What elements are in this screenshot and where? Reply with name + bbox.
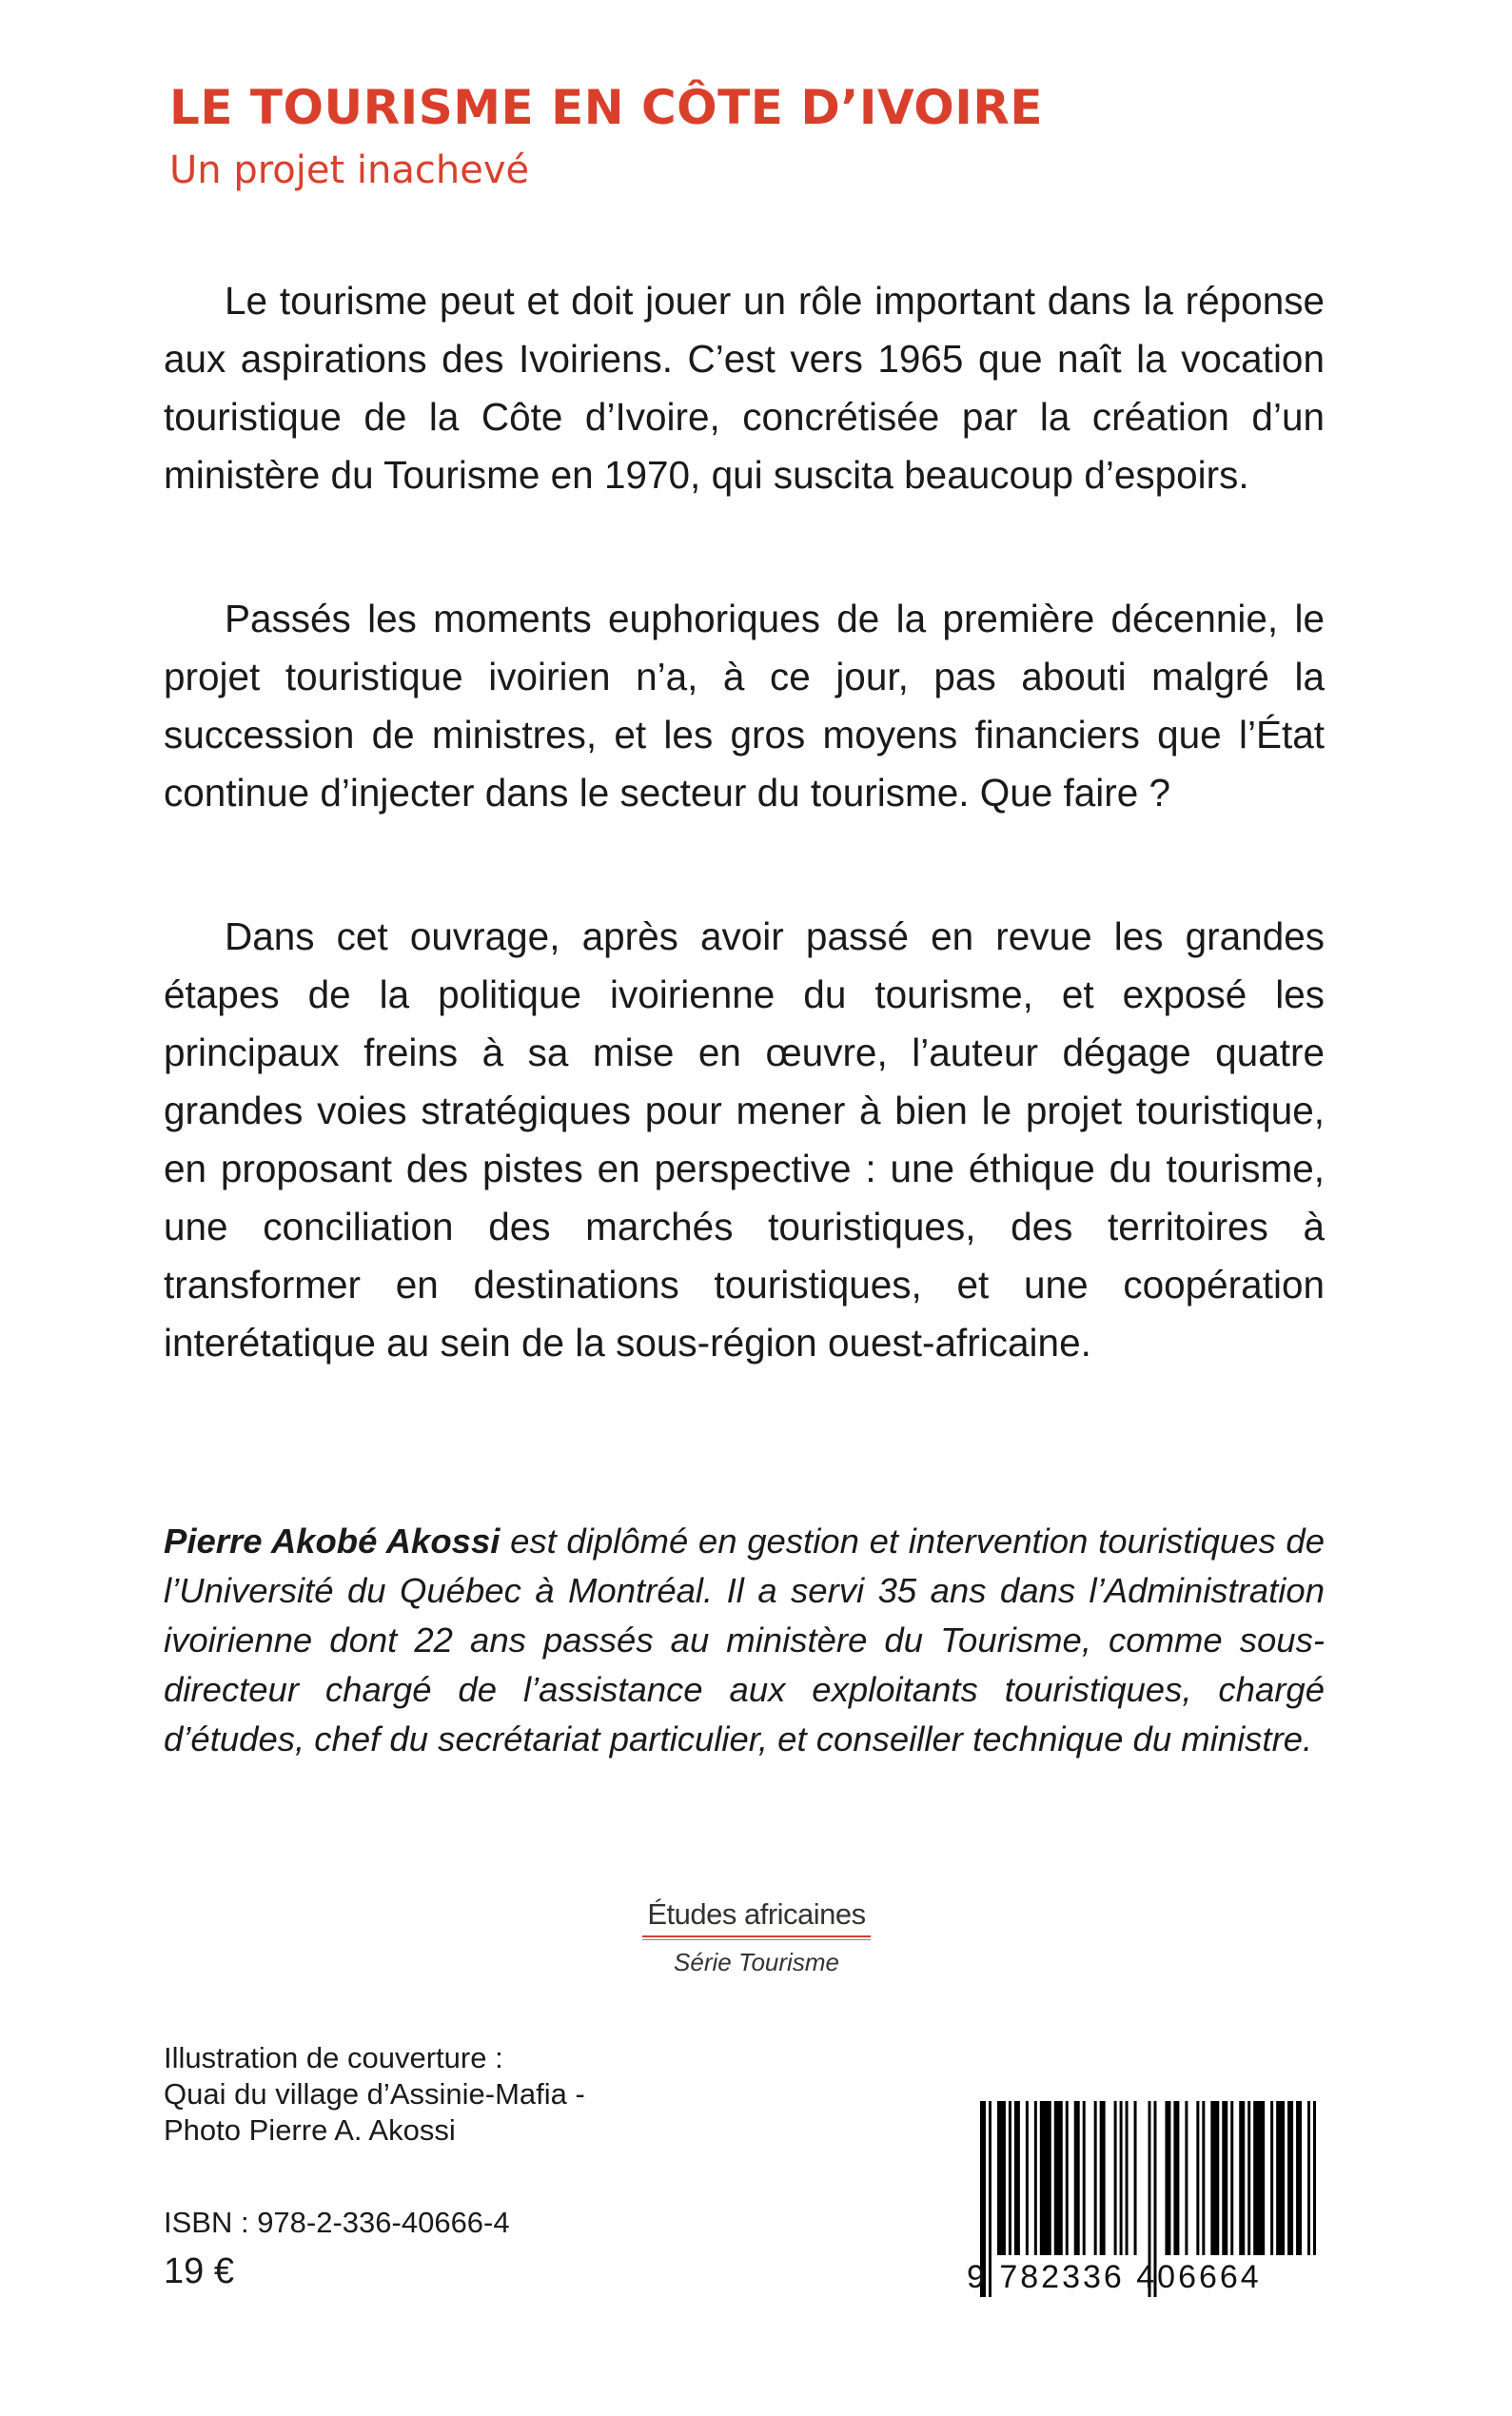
series-subseries: Série Tourisme <box>674 1948 839 1976</box>
barcode-bar <box>1230 2101 1233 2255</box>
credit-line-1: Illustration de couverture : <box>164 2041 503 2074</box>
barcode-bar <box>1014 2101 1020 2255</box>
barcode-bar <box>1034 2101 1037 2255</box>
description-paragraph-2: Passés les moments euphoriques de la première décennie, le projet touristique ivoirien n’a, à ce jour, pas abouti malgré la succession de ministres, et les gros moyens financiers que l’État continue d’injecter dans le secteur du tourisme. Que faire ? <box>164 597 1325 815</box>
barcode-bar <box>1196 2101 1199 2255</box>
book-title: LE TOURISME EN CÔTE D’IVOIRE <box>169 80 1044 135</box>
description-paragraph-1: Le tourisme peut et doit jouer un rôle important dans la réponse aux aspirations des Ivoiriens. C’est vers 1965 que naît la vocation touristique de la Côte d’Ivoire, concrétisée par la création d’un ministère du Tourisme en 1970, qui suscita beaucoup d’espoirs. <box>164 279 1325 497</box>
barcode-bar <box>1202 2101 1205 2255</box>
barcode-bar <box>1134 2101 1137 2255</box>
barcode-bar <box>997 2101 1006 2255</box>
barcode-bar <box>1009 2101 1011 2255</box>
isbn: ISBN : 978-2-336-40666-4 <box>164 2206 510 2239</box>
barcode-bar <box>1313 2101 1316 2255</box>
barcode-bar <box>1054 2101 1063 2255</box>
author-bio <box>164 1517 1325 1764</box>
barcode-bar <box>1296 2101 1302 2255</box>
barcode-bar <box>1040 2101 1051 2255</box>
barcode-bar <box>1120 2101 1123 2255</box>
series-divider <box>642 1939 871 1940</box>
barcode-bar <box>1210 2101 1219 2255</box>
barcode-bar <box>1083 2101 1086 2255</box>
barcode-bar <box>1239 2101 1245 2255</box>
barcode-bar <box>1114 2101 1117 2255</box>
price: 19 € <box>164 2251 234 2291</box>
series-collection: Études africaines <box>647 1897 866 1931</box>
description-paragraph-3: Dans cet ouvrage, après avoir passé en revue les grandes étapes de la politique ivoirienne du tourisme, et exposé les principaux freins à sa mise en œuvre, l’auteur dégage quatre grandes voies stratégiques pour mener à bien le projet touristique, en proposant des pistes en perspective : une éthique du tourisme, une conciliation des marchés touristiques, des territoires à transformer en destinations touristiques, et une coopération interétatique au sein de la sous-région ouest-africaine. <box>164 914 1325 1365</box>
barcode-bar <box>1126 2101 1129 2255</box>
barcode-bar <box>1074 2101 1080 2255</box>
barcode-bar <box>1066 2101 1069 2255</box>
credit-line-2: Quai du village d’Assinie-Mafia - <box>164 2077 585 2111</box>
barcode-bar <box>1094 2101 1097 2255</box>
barcode-bar <box>1026 2101 1029 2255</box>
barcode-bar <box>1270 2101 1273 2255</box>
barcode-bar <box>1253 2101 1265 2255</box>
barcode-bar <box>1307 2101 1310 2255</box>
cover-credits <box>164 2040 585 2149</box>
credit-line-3: Photo Pierre A. Akossi <box>164 2113 456 2147</box>
barcode-bar <box>1185 2101 1188 2255</box>
book-subtitle: Un projet inachevé <box>169 148 530 192</box>
barcode-bar <box>1165 2101 1170 2255</box>
author-bio-text: est diplômé en gestion et intervention touristiques de l’Université du Québec à Montréal. Il a servi 35 ans dans l’Administration ivoirienne dont 22 ans passés au ministère du Tourisme, comme sous-directeur chargé de l’assistance aux exploitants touristiques, chargé d’études, chef du secrétariat particulier, et conseiller technique du ministre. <box>164 1522 1325 1758</box>
barcode-bar <box>1173 2101 1179 2255</box>
series-divider-accent <box>642 1935 871 1937</box>
barcode-digits: 9 782336 406664 <box>967 2259 1262 2295</box>
series-logo <box>628 1897 885 1977</box>
barcode-bar <box>1287 2101 1293 2255</box>
barcode-bar <box>1100 2101 1106 2255</box>
barcode-bar <box>1247 2101 1250 2255</box>
barcode-bar <box>1222 2101 1227 2255</box>
author-name: Pierre Akobé Akossi <box>164 1522 501 1561</box>
barcode-bar <box>1276 2101 1285 2255</box>
